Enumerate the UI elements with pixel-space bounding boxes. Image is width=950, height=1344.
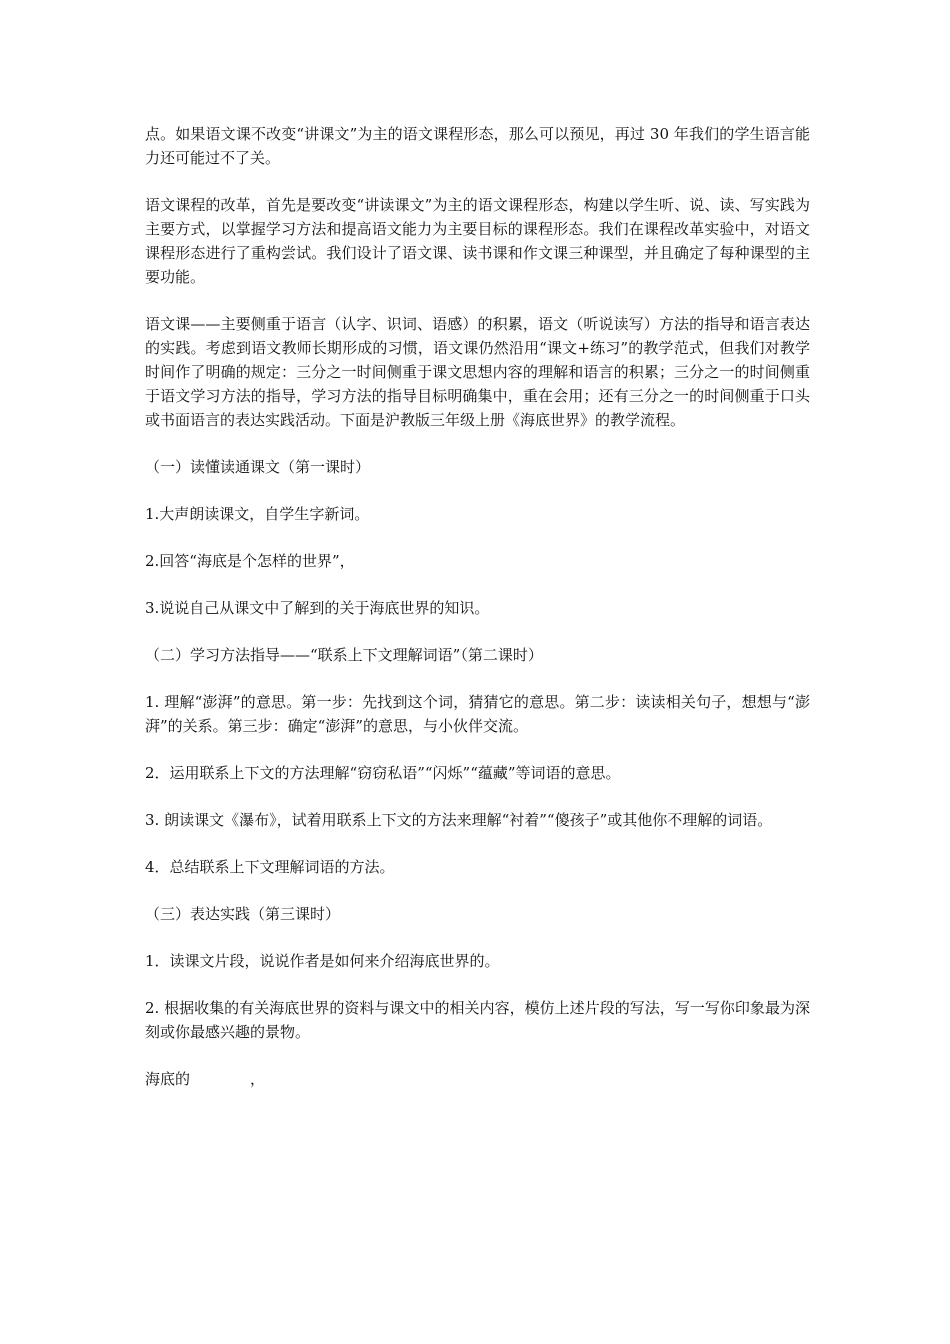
section-heading-lesson-3: （三）表达实践（第三课时） xyxy=(145,905,341,923)
section-heading-lesson-1: （一）读懂读通课文（第一课时） xyxy=(145,458,371,476)
document-body xyxy=(145,122,810,1091)
list-item: 1．读课文片段，说说作者是如何来介绍海底世界的。 xyxy=(145,952,500,970)
paragraph-chinese-class: 语文课——主要侧重于语言（认字、识词、语感）的积累，语文（听说读写）方法的指导和语言表达的实践。考虑到语文教师长期形成的习惯，语文课仍然沿用“课文+练习”的教学范式，但我们对教学时间作了明确的规定：三分之一时间侧重于课文思想内容的理解和语言的积累；三分之一的时间侧重于语文学习方法的指导，学习方法的指导目标明确集中，重在会用；还有三分之一的时间侧重于口头或书面语言的表达实践活动。下面是沪教版三年级上册《海底世界》的教学流程。 xyxy=(145,315,810,429)
list-item: 2. 根据收集的有关海底世界的资料与课文中的相关内容，模仿上述片段的写法，写一写你印象最为深刻或你最感兴趣的景物。 xyxy=(145,999,810,1041)
list-item: 4．总结联系上下文理解词语的方法。 xyxy=(145,858,395,876)
list-item: 1. 理解“澎湃”的意思。第一步：先找到这个词，猜猜它的意思。第二步：读读相关句子，想想与“澎湃”的关系。第三步：确定“澎湃”的意思，与小伙伴交流。 xyxy=(145,693,810,735)
fill-in-blank-line: 海底的 ， xyxy=(145,1070,266,1088)
list-item: 3.说说自己从课文中了解到的关于海底世界的知识。 xyxy=(145,599,490,617)
paragraph-course-reform: 语文课程的改革，首先是要改变“讲读课文”为主的语文课程形态，构建以学生听、说、读、写实践为主要方式，以掌握学习方法和提高语文能力为主要目标的课程形态。我们在课程改革实验中，对语文课程形态进行了重构尝试。我们设计了语文课、读书课和作文课三种课型，并且确定了每种课型的主要功能。 xyxy=(145,196,810,286)
paragraph-intro-end: 点。如果语文课不改变“讲课文”为主的语文课程形态，那么可以预见，再过 30 年我们的学生语言能力还可能过不了关。 xyxy=(145,125,810,167)
list-item: 2.回答“海底是个怎样的世界”， xyxy=(145,552,355,570)
list-item: 1.大声朗读课文，自学生字新词。 xyxy=(145,505,370,523)
list-item: 2．运用联系上下文的方法理解“窃窃私语”“闪烁”“蕴藏”等词语的意思。 xyxy=(145,764,621,782)
list-item: 3. 朗读课文《瀑布》，试着用联系上下文的方法来理解“衬着”“傻孩子”或其他你不理解的词语。 xyxy=(145,811,773,829)
section-heading-lesson-2: （二）学习方法指导——“联系上下文理解词语”（第二课时） xyxy=(145,646,543,664)
